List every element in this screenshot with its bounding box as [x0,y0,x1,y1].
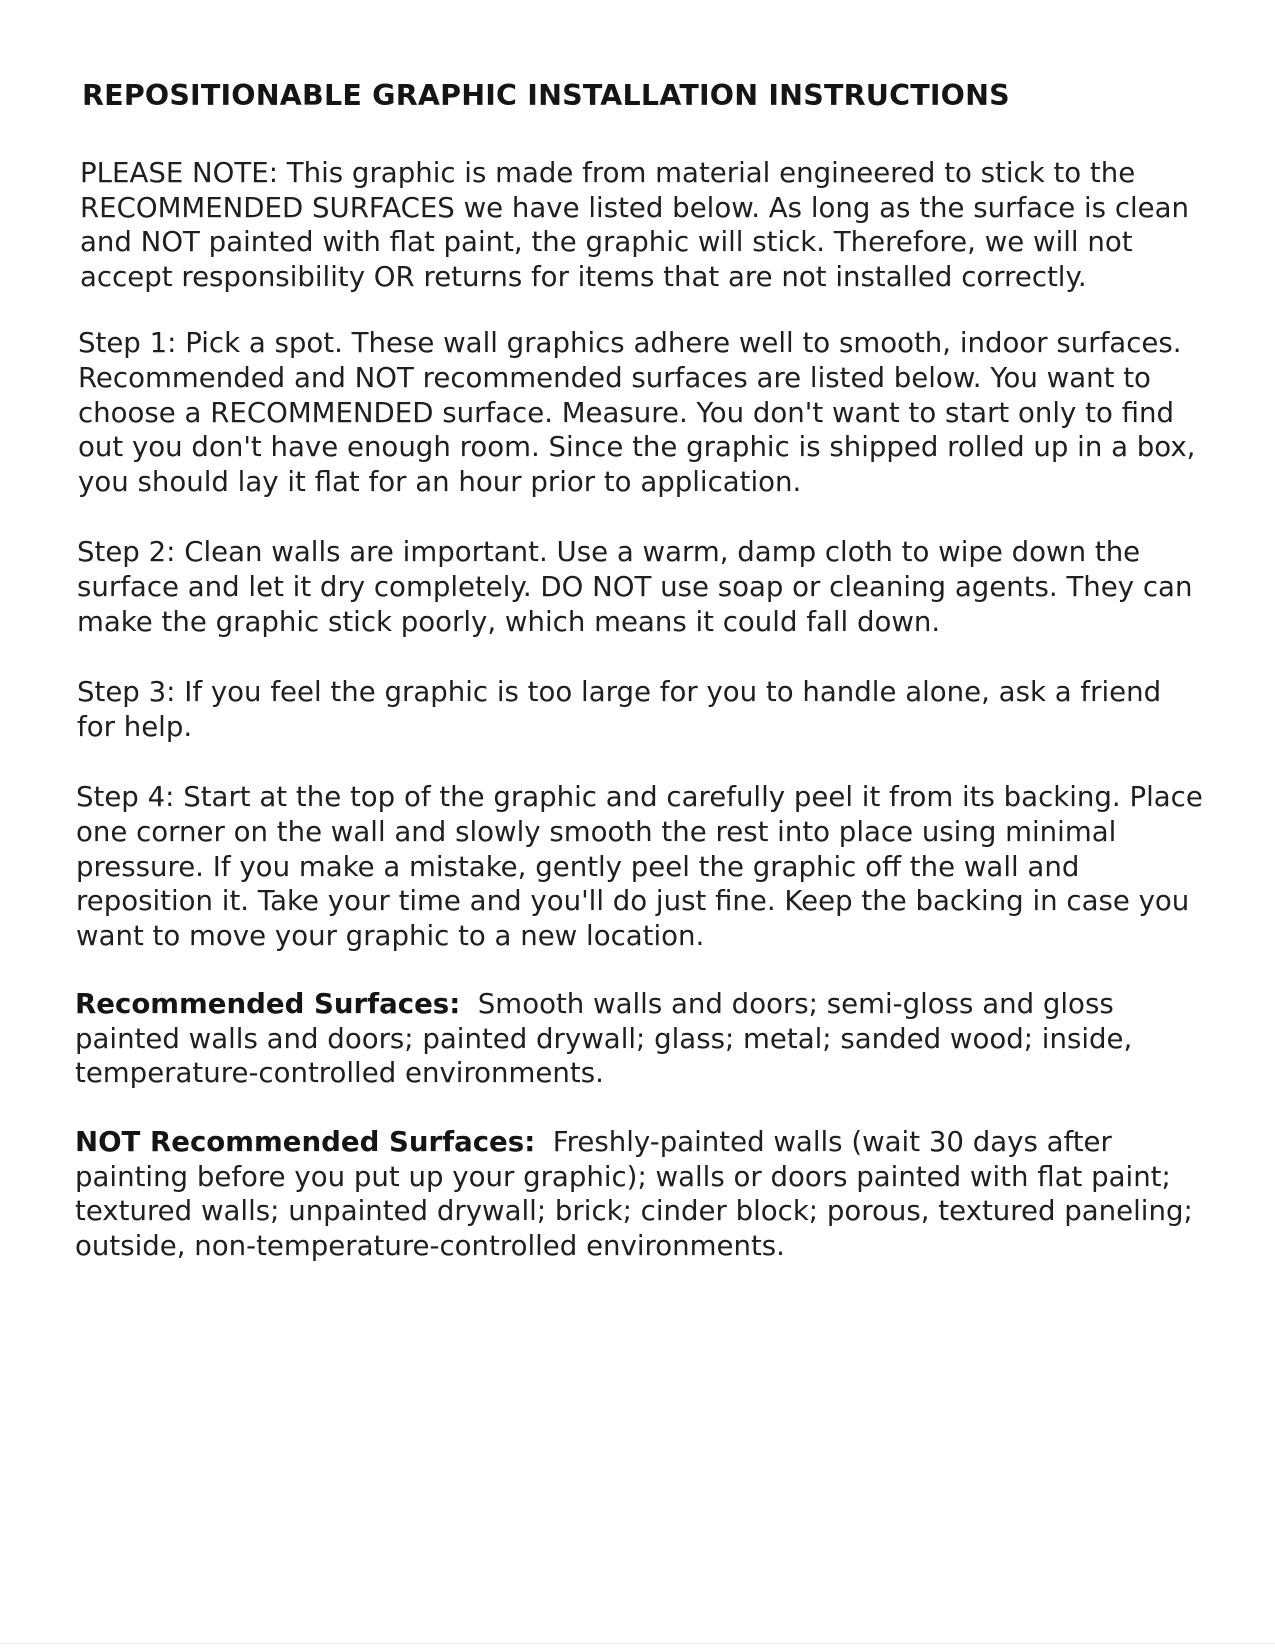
recommended-surfaces-paragraph [75,987,1206,1091]
step-3-paragraph: Step 3: If you feel the graphic is too large for you to handle alone, ask a friend for help. [77,675,1162,743]
not-recommended-surfaces-label: NOT Recommended Surfaces: [75,1125,536,1159]
recommended-surfaces-label: Recommended Surfaces: [75,987,461,1021]
scan-edge-line [0,1643,1275,1644]
please-note-paragraph: PLEASE NOTE: This graphic is made from material engineered to stick to the RECOMMENDED SURFACES we have listed below. As long as the surface is clean and NOT painted with flat paint, the graphic will stick. Therefore, we will not accept responsibility OR returns for items that are not installed correctly. [80,156,1190,293]
recommended-surfaces-text: Smooth walls and doors; semi-gloss and gloss painted walls and doors; painted drywall; glass; metal; sanded wood; inside, temperature-controlled environments. [75,987,1133,1090]
step-4-paragraph: Step 4: Start at the top of the graphic and carefully peel it from its backing. Place one corner on the wall and slowly smooth the rest into place using minimal pressure. If you make a mistake, gently peel the graphic off the wall and reposition it. Take your time and you'll do just fine. Keep the backing in case you want to move your graphic to a new location. [76,780,1203,952]
document-title: REPOSITIONABLE GRAPHIC INSTALLATION INSTRUCTIONS [82,79,1010,112]
step-1-paragraph: Step 1: Pick a spot. These wall graphics adhere well to smooth, indoor surfaces. Recommended and NOT recommended surfaces are listed below. You want to choose a RECOMMENDED surface. Measure. You don't want to start only to find out you don't have enough room. Since the graphic is shipped rolled up in a box, you should lay it flat for an hour prior to application. [78,326,1196,498]
step-2-paragraph: Step 2: Clean walls are important. Use a warm, damp cloth to wipe down the surface and let it dry completely. DO NOT use soap or cleaning agents. They can make the graphic stick poorly, which means it could fall down. [77,535,1193,638]
not-recommended-surfaces-paragraph [75,1125,1206,1263]
instruction-sheet [76,60,1206,1263]
not-recommended-surfaces-text: Freshly-painted walls (wait 30 days after painting before you put up your graphic); walls or doors painted with flat paint; textured walls; unpainted drywall; brick; cinder block; porous, textured paneling; outside, non-temperature-controlled environments. [75,1125,1193,1262]
